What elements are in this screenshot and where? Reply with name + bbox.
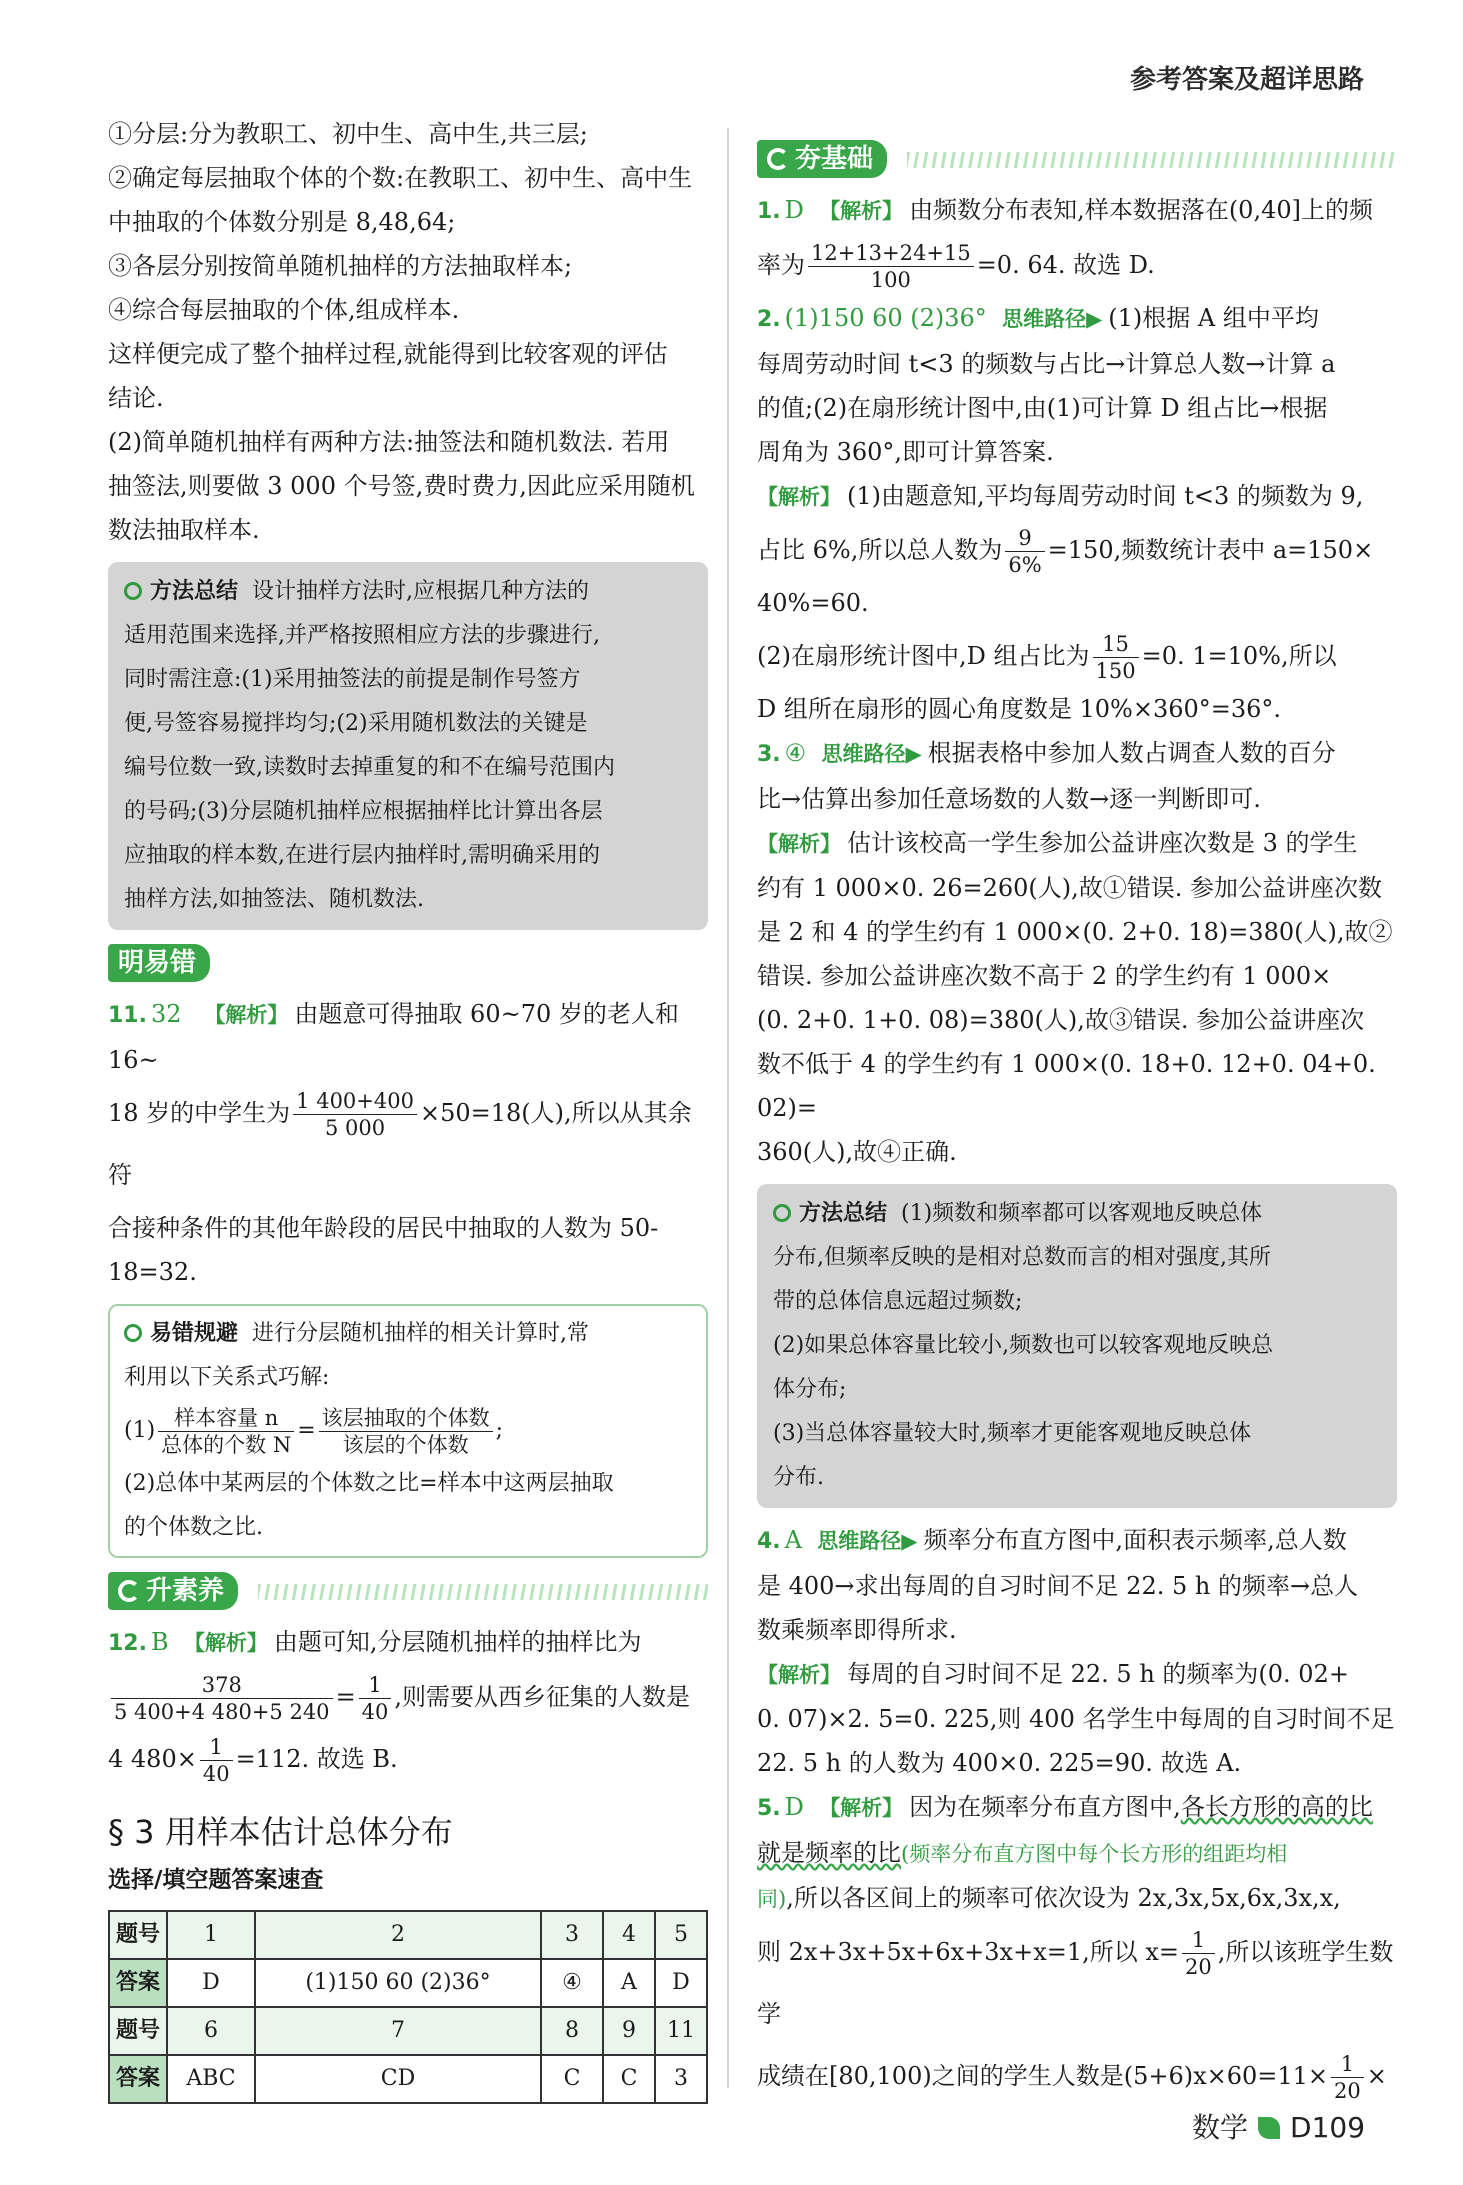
question-number: 3.	[757, 742, 781, 767]
fraction: $\frac{9}{6\%}$	[1005, 525, 1044, 578]
question-number: 11.	[108, 1003, 147, 1028]
text-line: 因为在频率分布直方图中,	[909, 1793, 1181, 1821]
text-line: =0. 64. 故选 D.	[976, 251, 1155, 279]
section-label: 夯基础	[795, 144, 874, 174]
analysis-tag: 【解析】	[819, 1796, 904, 1820]
text-line: 由题可知,分层随机抽样的抽样比为	[273, 1628, 642, 1656]
text-line: 是 400→求出每周的自习时间不足 22. 5 h 的频率→总人	[757, 1572, 1359, 1600]
question-number: 12.	[108, 1631, 147, 1656]
question-number: 5.	[757, 1796, 781, 1821]
text-line: 数法抽取样本.	[108, 516, 260, 544]
text-line: 带的总体信息远超过频数;	[773, 1289, 1023, 1314]
fraction: $\frac{15}{150}$	[1093, 631, 1139, 684]
note-text: 同)	[757, 1887, 787, 1911]
question-2	[757, 296, 1397, 731]
text-line: ;	[495, 1418, 504, 1443]
answer: ④	[784, 739, 807, 767]
question-1	[757, 188, 1397, 296]
table-row	[109, 1911, 707, 1959]
text-line: 数乘频率即得所求.	[757, 1616, 957, 1644]
text-line: (2)总体中某两层的个体数之比=样本中这两层抽取	[124, 1471, 614, 1496]
text-line: 同时需注意:(1)采用抽签法的前提是制作号签方	[124, 667, 581, 692]
fraction: $\frac{12+13+24+15}{100}$	[808, 240, 974, 293]
decor-stripes	[907, 152, 1397, 168]
table-cell: 3	[655, 2055, 707, 2103]
table-cell: 9	[603, 2007, 655, 2055]
text-line: (0. 2+0. 1+0. 08)=380(人),故③错误. 参加公益讲座次	[757, 1006, 1365, 1034]
text-line: 频率分布直方图中,面积表示频率,总人数	[923, 1526, 1347, 1554]
method-summary-box	[108, 562, 708, 930]
text-line: 估计该校高一学生参加公益讲座次数是 3 的学生	[847, 829, 1358, 857]
table-cell: ABC	[167, 2055, 255, 2103]
text-line: 适用范围来选择,并严格按照相应方法的步骤进行,	[124, 623, 600, 648]
text-line: 这样便完成了整个抽样过程,就能得到比较客观的评估	[108, 340, 668, 368]
table-cell: 8	[541, 2007, 603, 2055]
analysis-tag: 【解析】	[757, 832, 841, 856]
text-line: 进行分层随机抽样的相关计算时,常	[252, 1321, 590, 1346]
text-line: ④综合每层抽取的个体,组成样本.	[108, 296, 460, 324]
box-title: 方法总结	[150, 579, 239, 604]
text-line: 的号码;(3)分层随机抽样应根据抽样比计算出各层	[124, 799, 603, 824]
text-line: (1)由题意知,平均每周劳动时间 t<3 的频数为 9,	[847, 482, 1364, 510]
text-line: (1)根据 A 组中平均	[1108, 304, 1319, 332]
leaf-icon	[1258, 2117, 1280, 2139]
table-row	[109, 2007, 707, 2055]
table-cell: (1)150 60 (2)36°	[255, 1959, 541, 2007]
question-number: 4.	[757, 1529, 781, 1554]
fraction: $\frac{\text{该层抽取的个体数}}{\text{该层的个体数}}$	[319, 1405, 493, 1458]
text-line: ①分层:分为教职工、初中生、高中生,共三层;	[108, 120, 588, 148]
quick-answer-subtitle: 选择/填空题答案速查	[108, 1867, 324, 1893]
table-cell: 4	[603, 1911, 655, 1959]
method-summary-box	[757, 1184, 1397, 1508]
section-label: 明易错	[118, 948, 197, 978]
table-cell: 2	[255, 1911, 541, 1959]
section-header-mingyicuo	[108, 940, 708, 986]
table-cell: 题号	[109, 1911, 167, 1959]
text-line: 每周劳动时间 t<3 的频数与占比→计算总人数→计算 a	[757, 350, 1336, 378]
question-11	[108, 992, 708, 1294]
text-line: 4 480×	[108, 1745, 197, 1773]
text-line: 便,号签容易搅拌均匀;(2)采用随机数法的关键是	[124, 711, 588, 736]
text-line: (2)在扇形统计图中,D 组占比为	[757, 642, 1090, 670]
text-line: 抽签法,则要做 3 000 个号签,费时费力,因此应采用随机	[108, 472, 695, 500]
decor-stripes	[258, 1584, 708, 1600]
table-cell: A	[603, 1959, 655, 2007]
thinking-path-tag: 思维路径▶	[817, 1529, 918, 1553]
question-12	[108, 1620, 708, 1790]
answer: B	[150, 1628, 169, 1656]
underlined-text: 各长方形的高的比	[1180, 1793, 1373, 1821]
text-line: 合接种条件的其他年龄段的居民中抽取的人数为 50-	[108, 1214, 659, 1242]
text-line: ③各层分别按简单随机抽样的方法抽取样本;	[108, 252, 573, 280]
answer: (1)150 60 (2)36°	[784, 304, 987, 332]
answer: D	[784, 1793, 804, 1821]
text-line: 18 岁的中学生为	[108, 1099, 291, 1127]
text-line: ×50=18(人),所以从其余符	[108, 1099, 692, 1189]
table-cell: 题号	[109, 2007, 167, 2055]
question-number: 2.	[757, 307, 781, 332]
table-cell: C	[541, 2055, 603, 2103]
table-cell: ④	[541, 1959, 603, 2007]
text-line: 18=32.	[108, 1258, 197, 1286]
text-line: 利用以下关系式巧解:	[124, 1365, 330, 1390]
fraction: $\frac{378}{5 400+4 480+5 240}$	[111, 1672, 333, 1725]
fraction: $\frac{1 400+400}{5 000}$	[293, 1088, 417, 1141]
text-line: 0. 07)×2. 5=0. 225,则 400 名学生中每周的自习时间不足	[757, 1705, 1395, 1733]
table-cell: 3	[541, 1911, 603, 1959]
page-number: D109	[1290, 2111, 1366, 2144]
table-cell: D	[167, 1959, 255, 2007]
person-icon	[124, 1324, 142, 1342]
text-line: (1)	[124, 1418, 156, 1443]
table-cell: D	[655, 1959, 707, 2007]
text-line: 则 2x+3x+5x+6x+3x+x=1,所以 x=	[757, 1938, 1180, 1966]
text-line: 是 2 和 4 的学生约有 1 000×(0. 2+0. 18)=380(人),故②	[757, 918, 1393, 946]
note-text: (频率分布直方图中每个长方形的组距均相	[901, 1842, 1288, 1866]
text-line: 分布,但频率反映的是相对总数而言的相对强度,其所	[773, 1245, 1271, 1270]
table-cell: 答案	[109, 1959, 167, 2007]
right-column	[757, 118, 1397, 2107]
answer: 32	[150, 1000, 182, 1028]
section-label: 升素养	[146, 1576, 225, 1606]
question-number: 1.	[757, 199, 781, 224]
table-cell: 1	[167, 1911, 255, 1959]
table-cell: 5	[655, 1911, 707, 1959]
analysis-tag: 【解析】	[819, 199, 904, 223]
analysis-tag: 【解析】	[183, 1631, 268, 1655]
section-3-title: § 3 用样本估计总体分布	[108, 1813, 453, 1851]
page-footer	[1192, 2106, 1365, 2150]
text-line: 体分布;	[773, 1377, 847, 1402]
text-line: =0. 1=10%,所以	[1141, 642, 1337, 670]
section-header-shengsuyang	[108, 1568, 708, 1614]
text-line: 分布.	[773, 1465, 824, 1490]
equals: =	[297, 1418, 316, 1443]
table-cell: 答案	[109, 2055, 167, 2103]
analysis-tag: 【解析】	[757, 1663, 841, 1687]
left-column	[108, 112, 708, 2104]
loop-icon	[767, 148, 789, 170]
text-line: 设计抽样方法时,应根据几种方法的	[252, 579, 590, 604]
left-intro	[108, 112, 708, 552]
table-row	[109, 1959, 707, 2007]
table-cell: 11	[655, 2007, 707, 2055]
answer-table	[108, 1910, 708, 2104]
section-header-hangjichu	[757, 136, 1397, 182]
text-line: 比→估算出参加任意场数的人数→逐一判断即可.	[757, 785, 1261, 813]
text-line: 数不低于 4 的学生约有 1 000×(0. 18+0. 12+0. 04+0. 02)=	[757, 1050, 1376, 1122]
text-line: (3)当总体容量较大时,频率才更能客观地反映总体	[773, 1421, 1252, 1446]
analysis-tag: 【解析】	[757, 485, 841, 509]
lightbulb-icon	[124, 582, 142, 600]
text-line: 占比 6%,所以总人数为	[757, 536, 1003, 564]
text-line: 的值;(2)在扇形统计图中,由(1)可计算 D 组占比→根据	[757, 394, 1328, 422]
text-line: 由频数分布表知,样本数据落在(0,40]上的频	[909, 196, 1373, 224]
text-line: ,所以各区间上的频率可依次设为 2x,3x,5x,6x,3x,x,	[786, 1884, 1341, 1912]
question-4	[757, 1518, 1397, 1785]
text-line: 由题意可得抽取 60~70 岁的老人和 16~	[108, 1000, 679, 1074]
text-line: ,所以该班学生数学	[757, 1938, 1394, 2028]
text-line: ②确定每层抽取个体的个数:在教职工、初中生、高中生	[108, 164, 693, 192]
fraction: $\frac{1}{40}$	[200, 1734, 233, 1787]
thinking-path-tag: 思维路径▶	[821, 742, 922, 766]
box-title: 方法总结	[799, 1201, 888, 1226]
text-line: D 组所在扇形的圆心角度数是 10%×360°=36°.	[757, 695, 1282, 723]
text-line: =112. 故选 B.	[235, 1745, 398, 1773]
table-row	[109, 2055, 707, 2103]
answer: D	[784, 196, 804, 224]
text-line: 22. 5 h 的人数为 400×0. 225=90. 故选 A.	[757, 1749, 1242, 1777]
text-line: 成绩在[80,100)之间的学生人数是(5+6)x×60=11×	[757, 2062, 1329, 2090]
header-title: 参考答案及超详思路	[1130, 65, 1365, 95]
text-line: 错误. 参加公益讲座次数不高于 2 的学生约有 1 000×	[757, 962, 1332, 990]
fraction: $\frac{1}{20}$	[1331, 2051, 1364, 2104]
column-divider	[727, 128, 729, 2088]
question-3	[757, 731, 1397, 1174]
error-avoid-box	[108, 1304, 708, 1558]
text-line: 根据表格中参加人数占调查人数的百分	[927, 739, 1336, 767]
fraction: $\frac{\text{样本容量 n}}{\text{总体的个数 N}}$	[158, 1405, 294, 1458]
text-line: 率为	[757, 251, 805, 279]
table-cell: CD	[255, 2055, 541, 2103]
text-line: (2)简单随机抽样有两种方法:抽签法和随机数法. 若用	[108, 428, 670, 456]
loop-icon	[118, 1580, 140, 1602]
thinking-path-tag: 思维路径▶	[1002, 307, 1103, 331]
lightbulb-icon	[773, 1204, 791, 1222]
text-line: =150,频数统计表中 a=150×	[1047, 536, 1374, 564]
underlined-text: 就是频率的比	[757, 1839, 901, 1867]
text-line: 360(人),故④正确.	[757, 1138, 957, 1166]
text-line: 的个体数之比.	[124, 1515, 263, 1540]
answer: A	[784, 1526, 803, 1554]
fraction: $\frac{1}{20}$	[1182, 1927, 1215, 1980]
text-line: 每周的自习时间不足 22. 5 h 的频率为(0. 02+	[847, 1660, 1349, 1688]
text-line: (2)如果总体容量比较小,频数也可以较客观地反映总	[773, 1333, 1274, 1358]
text-line: 周角为 360°,即可计算答案.	[757, 438, 1054, 466]
table-cell: C	[603, 2055, 655, 2103]
box-title: 易错规避	[150, 1321, 239, 1346]
text-line: ×	[1366, 2062, 1387, 2090]
table-cell: 7	[255, 2007, 541, 2055]
subject-label: 数学	[1192, 2111, 1249, 2144]
analysis-tag: 【解析】	[204, 1003, 289, 1027]
question-5	[757, 1785, 1397, 2107]
text-line: 40%=60.	[757, 589, 869, 617]
text-line: 应抽取的样本数,在进行层内抽样时,需明确采用的	[124, 843, 600, 868]
text-line: 抽样方法,如抽签法、随机数法.	[124, 887, 424, 912]
fraction: $\frac{1}{40}$	[359, 1672, 392, 1725]
table-cell: 6	[167, 2007, 255, 2055]
equals: =	[335, 1683, 356, 1711]
text-line: (1)频数和频率都可以客观地反映总体	[901, 1201, 1263, 1226]
text-line: ,则需要从西乡征集的人数是	[394, 1683, 691, 1711]
text-line: 中抽取的个体数分别是 8,48,64;	[108, 208, 456, 236]
text-line: 编号位数一致,读数时去掉重复的和不在编号范围内	[124, 755, 615, 780]
text-line: 约有 1 000×0. 26=260(人),故①错误. 参加公益讲座次数	[757, 874, 1383, 902]
text-line: 结论.	[108, 384, 164, 412]
